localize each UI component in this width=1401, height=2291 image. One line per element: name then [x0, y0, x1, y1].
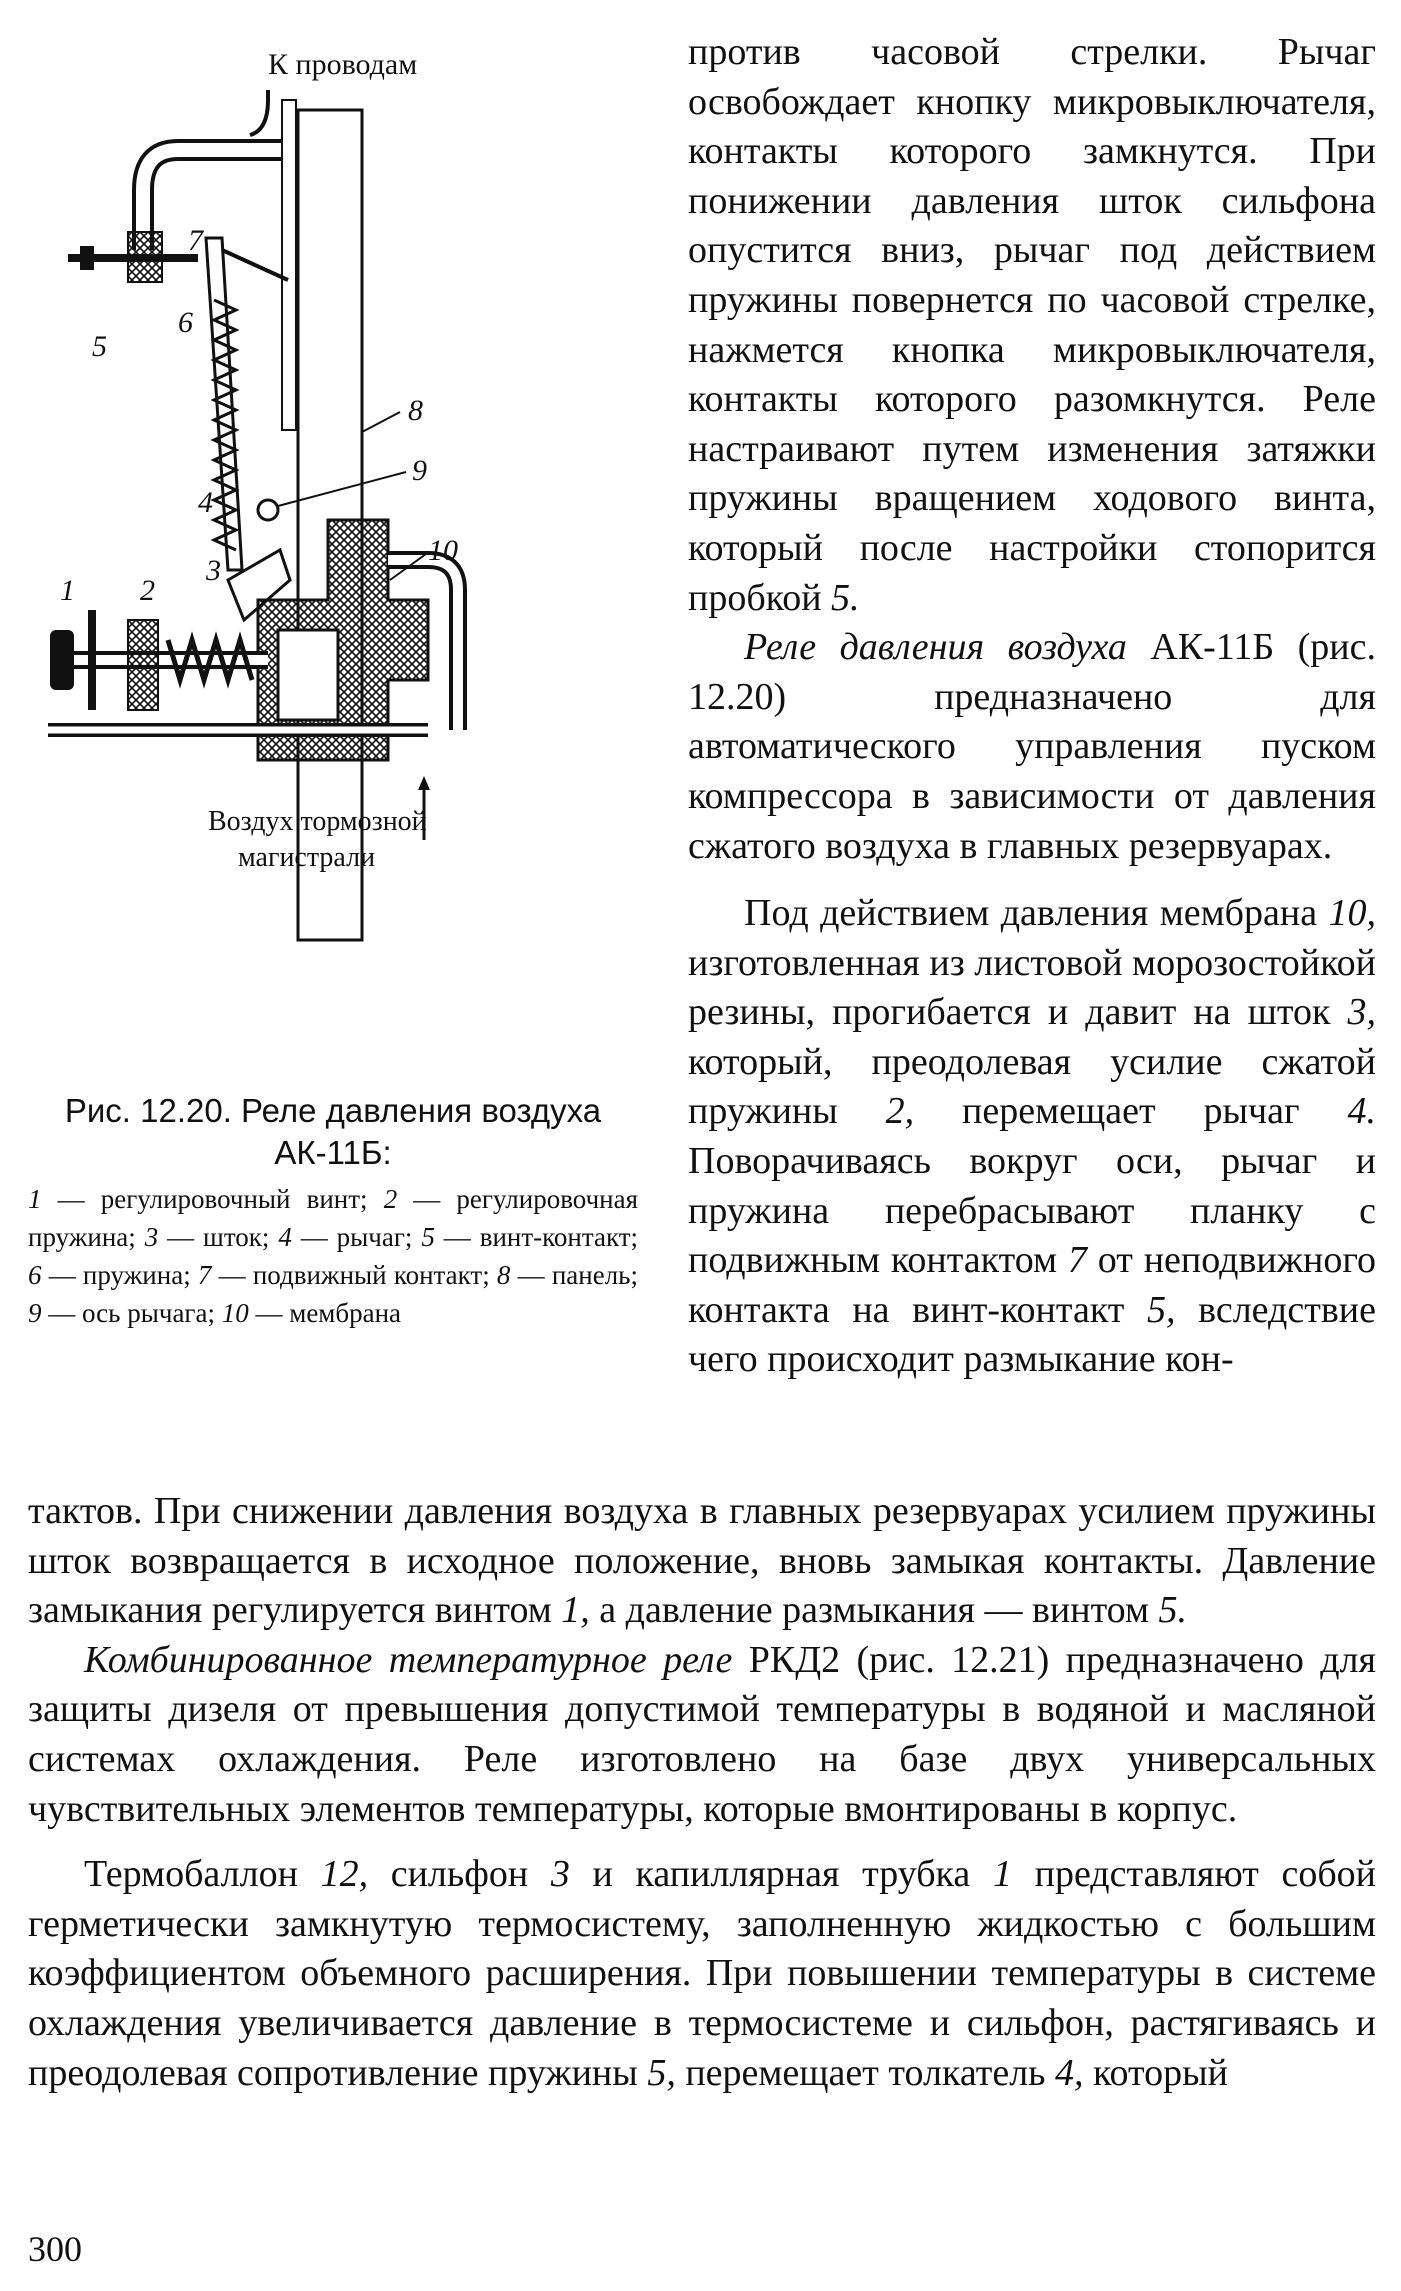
legend-item: 8 — панель;	[496, 1260, 638, 1290]
paragraph-2: Реле давления воздуха АК-11Б (рис. 12.20) предназначено для автоматического управления пуском компрессора в зависимости от давления сжатого воздуха в главных резервуарах.	[688, 626, 1376, 867]
callout-2: 2	[140, 574, 155, 607]
page-number: 300	[28, 2229, 82, 2269]
legend-item: 5 — винт-контакт;	[421, 1222, 639, 1252]
paragraph-6: Термобаллон 12, сильфон 3 и капиллярная трубка 1 представляют собой герметически замкнутую термосистему, заполненную жидкостью с большим коэффициентом объемного расширения. При повышении температуры в системе охлаждения увеличивается давление в термосистеме и сильфон, растягиваясь и преодолевая сопротивление пружины 5, перемещает толкатель 4, который	[28, 1853, 1377, 2094]
legend-item: 1 — регулировочный винт;	[28, 1184, 384, 1214]
paragraph-5: Комбинированное температурное реле РКД2 (рис. 12.21) предназначено для защиты дизеля от превышения допустимой температуры в водяной и масляной системах охлаждения. Реле изготовлено на базе двух универсальных чувствительных элементов температуры, которые вмонтированы в корпус.	[28, 1638, 1376, 1830]
caption-legend	[28, 1180, 638, 1332]
label-air-line-2: магистрали	[238, 842, 376, 873]
callout-3: 3	[206, 554, 221, 587]
caption-title-line-1: Рис. 12.20. Реле давления воздуха	[64, 1092, 602, 1129]
callout-9: 9	[412, 454, 427, 487]
legend-item: 10 — мембрана	[221, 1298, 402, 1328]
callout-7: 7	[188, 224, 203, 257]
legend-item: 4 — рычаг;	[278, 1222, 422, 1252]
right-column-text	[688, 28, 1376, 1385]
callout-6: 6	[178, 306, 193, 339]
callout-4: 4	[198, 486, 213, 519]
paragraph-1: против часовой стрелки. Рычаг освобождает кнопку микровыключателя, контакты которого замкнутся. При понижении давления шток сильфона опустится вниз, рычаг под действием пружины повернется по часовой стрелке, нажмется кнопка микровыключателя, контакты которого разомкнутся. Реле настраивают путем изменения затяжки пружины вращением ходового винта, который после настройки стопорится пробкой 5.	[688, 31, 1376, 619]
relay-figure	[28, 40, 638, 1040]
legend-item: 9 — ось рычага;	[28, 1298, 222, 1328]
relay-drawing	[28, 40, 638, 1040]
callout-10: 10	[428, 534, 458, 567]
label-air-line-1: Воздух тормозной	[208, 806, 427, 837]
paragraph-3: Под действием давления мембрана 10, изготовленная из листовой морозостойкой резины, прогибается и давит на шток 3, который, преодолевая усилие сжатой пружины 2, перемещает рычаг 4. Поворачиваясь вокруг оси, рычаг и пружина перебрасывают планку с подвижным контактом 7 от неподвижного контакта на винт-контакт 5, вследствие чего происходит размыкание кон-	[688, 892, 1376, 1381]
full-width-text	[28, 1487, 1376, 2098]
legend-item: 7 — подвижный контакт;	[197, 1260, 497, 1290]
legend-item: 3 — шток;	[144, 1222, 279, 1252]
caption-title-line-2: АК-11Б:	[274, 1134, 392, 1171]
paragraph-4: тактов. При снижении давления воздуха в главных резервуарах усилием пружины шток возвращается в исходное положение, вновь замыкая контакты. Давление замыкания регулируется винтом 1, а давление размыкания — винтом 5.	[28, 1490, 1376, 1632]
callout-1: 1	[60, 574, 75, 607]
figure-caption	[28, 1090, 638, 1332]
callout-8: 8	[408, 394, 423, 427]
caption-title	[28, 1090, 638, 1174]
label-to-wires: К проводам	[268, 48, 418, 81]
legend-item: 6 — пружина;	[28, 1260, 198, 1290]
callout-5: 5	[92, 330, 107, 363]
legend-item: 2 — регулировочная пружина;	[28, 1184, 639, 1252]
